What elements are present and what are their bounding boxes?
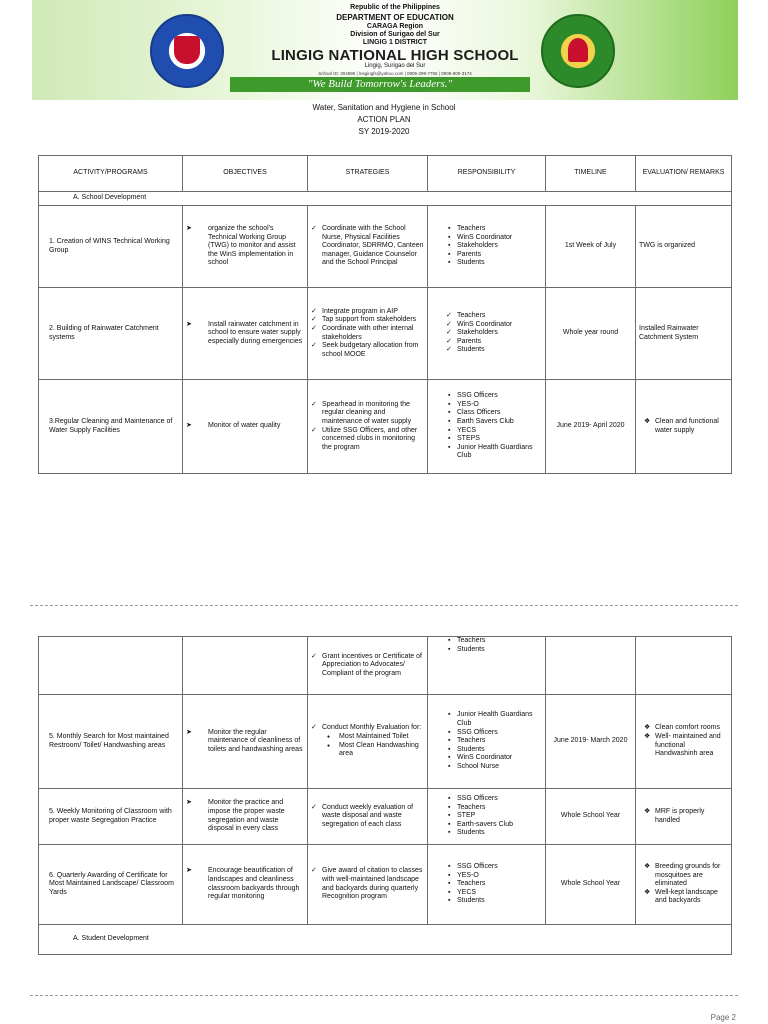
responsibility-item: ✓ Stakeholders: [446, 329, 542, 338]
responsibility-cell: [428, 845, 546, 925]
table-row: [39, 380, 732, 474]
activity-cell: 6. Quarterly Awarding of Certificate for Most Maintained Landscape/ Classroom Yards: [39, 845, 183, 925]
header-contact: School ID: 304895 | lnsgingfs@yahoo.com | 0905-299-7755 | 0909-000-3174: [318, 71, 472, 76]
responsibility-item: ▪ Teachers: [446, 225, 542, 234]
responsibility-item: ▪ Students: [446, 646, 542, 655]
responsibility-item: ▪ SSG Officers: [446, 863, 542, 872]
responsibility-item: ▪ STEPS: [446, 435, 542, 444]
doc-subtitle: ACTION PLAN: [357, 115, 411, 124]
evaluation-cell: [636, 637, 732, 695]
page-number: Page 2: [710, 1013, 736, 1022]
table-header-row: [39, 156, 732, 192]
page-break-line: [30, 995, 738, 996]
responsibility-cell: [428, 206, 546, 288]
timeline-cell: Whole School Year: [546, 789, 636, 845]
strategies-cell: [308, 380, 428, 474]
evaluation-item: ❖ Well- maintained and functional Handwashinh area: [644, 733, 728, 759]
responsibility-item: ▪ YECS: [446, 889, 542, 898]
responsibility-item: ▪ School Nurse: [446, 763, 542, 772]
strategy-item: ✓ Spearhead in monitoring the regular cleaning and maintenance of water supply: [311, 401, 424, 427]
evaluation-cell: [636, 695, 732, 789]
objectives-cell: [183, 695, 308, 789]
section-row: [39, 192, 732, 206]
strategy-subitem: ● Most Clean Handwashing area: [327, 742, 424, 759]
strategies-cell: [308, 637, 428, 695]
responsibility-item: ▪ Earth-savers Club: [446, 821, 542, 830]
responsibility-cell: [428, 695, 546, 789]
responsibility-item: ▪ STEP: [446, 812, 542, 821]
responsibility-cell: [428, 637, 546, 695]
objectives-cell: [183, 288, 308, 380]
strategy-item: ✓ Conduct weekly evaluation of waste disposal and waste segregation of each class: [311, 804, 424, 830]
activity-cell: 1. Creation of WINS Technical Working Group: [39, 206, 183, 288]
activity-cell: 5. Weekly Monitoring of Classroom with proper waste Segregation Practice: [39, 789, 183, 845]
timeline-cell: June 2019- April 2020: [546, 380, 636, 474]
responsibility-item: ▪ SSG Officers: [446, 392, 542, 401]
section-school-development: A. School Development: [39, 192, 732, 206]
col-header-evaluation: EVALUATION/ REMARKS: [636, 156, 732, 192]
section-row: [39, 925, 732, 955]
responsibility-cell: [428, 288, 546, 380]
objectives-cell: [183, 845, 308, 925]
responsibility-item: ▪ Earth Savers Club: [446, 418, 542, 427]
table-row: [39, 789, 732, 845]
objectives-cell: [183, 380, 308, 474]
action-plan-table-continued: [38, 636, 732, 955]
responsibility-item: ▪ WinS Coordinator: [446, 754, 542, 763]
strategies-cell: [308, 845, 428, 925]
header-address: Lingig, Surigao del Sur: [364, 63, 426, 69]
activity-cell: 2. Building of Rainwater Catchment systems: [39, 288, 183, 380]
responsibility-item: ▪ Stakeholders: [446, 242, 542, 251]
header-republic: Republic of the Philippines: [350, 4, 440, 11]
strategy-item: ✓ Conduct Monthly Evaluation for:: [311, 724, 424, 733]
evaluation-cell: Installed Rainwater Catchment System: [636, 288, 732, 380]
strategy-subitem: ● Most Maintained Toilet: [327, 733, 424, 742]
responsibility-item: ▪ Students: [446, 746, 542, 755]
responsibility-item: ▪ WinS Coordinator: [446, 234, 542, 243]
strategy-item: ✓ Coordinate with the School Nurse, Physical Facilities Coordinator, SDRRMO, Canteen manager, Guidance Counselor and the School Principal: [311, 225, 424, 268]
activity-cell: 5. Monthly Search for Most maintained Restroom/ Toilet/ Handwashing areas: [39, 695, 183, 789]
strategy-item: ✓ Integrate program in AIP: [311, 308, 424, 317]
evaluation-cell: TWG is organized: [636, 206, 732, 288]
col-header-timeline: TIMELINE: [546, 156, 636, 192]
responsibility-item: ▪ Class Officers: [446, 409, 542, 418]
header-division: Division of Surigao del Sur: [350, 31, 440, 38]
responsibility-item: ▪ Teachers: [446, 637, 542, 646]
strategies-cell: [308, 206, 428, 288]
responsibility-item: ✓ Students: [446, 346, 542, 355]
strategy-item: ✓ Grant incentives or Certificate of Appreciation to Advocates/ Compliant of the program: [311, 653, 424, 679]
responsibility-item: ▪ Students: [446, 897, 542, 906]
responsibility-item: ▪ Junior Health Guardians Club: [446, 444, 542, 461]
col-header-responsibility: RESPONSIBILITY: [428, 156, 546, 192]
table-row: [39, 206, 732, 288]
header-motto: "We Build Tomorrow's Leaders.": [307, 78, 453, 90]
responsibility-item: ✓ Teachers: [446, 312, 542, 321]
objective-item: ➤ Install rainwater catchment in school to ensure water supply especially during emergencies: [186, 321, 304, 347]
objectives-cell: [183, 789, 308, 845]
evaluation-item: ❖ Clean and functional water supply: [644, 418, 728, 435]
header-department: DEPARTMENT OF EDUCATION: [336, 13, 454, 22]
col-header-strategies: STRATEGIES: [308, 156, 428, 192]
timeline-cell: Whole School Year: [546, 845, 636, 925]
strategies-cell: [308, 789, 428, 845]
strategy-item: ✓ Tap support from stakeholders: [311, 316, 424, 325]
timeline-cell: [546, 637, 636, 695]
objective-item: ➤ Encourage beautification of landscapes and cleanliness classroom backyards through regular monitoring: [186, 867, 304, 901]
strategies-cell: [308, 695, 428, 789]
responsibility-item: ▪ SSG Officers: [446, 729, 542, 738]
responsibility-item: ✓ WinS Coordinator: [446, 321, 542, 330]
responsibility-item: ▪ Parents: [446, 251, 542, 260]
evaluation-item: ❖ Clean comfort rooms: [644, 724, 728, 733]
responsibility-item: ▪ Students: [446, 829, 542, 838]
doc-title: Water, Sanitation and Hygiene in School: [312, 103, 456, 112]
objective-item: ➤ organize the school's Technical Working Group (TWG) to monitor and assist the WinS implementation in school: [186, 225, 304, 268]
evaluation-item: ❖ Well-kept landscape and backyards: [644, 889, 728, 906]
evaluation-item: ❖ MRF is properly handled: [644, 808, 728, 825]
responsibility-item: ▪ Teachers: [446, 804, 542, 813]
evaluation-cell: [636, 380, 732, 474]
responsibility-item: ▪ YES-O: [446, 872, 542, 881]
responsibility-item: ▪ Students: [446, 259, 542, 268]
table-row: [39, 637, 732, 695]
responsibility-cell: [428, 380, 546, 474]
timeline-cell: Whole year round: [546, 288, 636, 380]
table-row: [39, 695, 732, 789]
objectives-cell: [183, 206, 308, 288]
table-row: [39, 288, 732, 380]
header-district: LINGIG 1 DISTRICT: [362, 39, 428, 46]
timeline-cell: June 2019- March 2020: [546, 695, 636, 789]
activity-cell: 3.Regular Cleaning and Maintenance of Water Supply Facilities: [39, 380, 183, 474]
header-school-name: LINGIG NATIONAL HIGH SCHOOL: [271, 47, 519, 64]
responsibility-item: ▪ Junior Health Guardians Club: [446, 711, 542, 728]
responsibility-cell: [428, 789, 546, 845]
school-seal-icon: [541, 14, 615, 88]
objective-item: ➤ Monitor the regular maintenance of cleanliness of toilets and handwashing areas: [186, 729, 304, 755]
responsibility-item: ▪ Teachers: [446, 880, 542, 889]
responsibility-item: ▪ Teachers: [446, 737, 542, 746]
strategy-item: ✓ Utilize SSG Officers, and other concerned clubs in monitoring the program: [311, 427, 424, 453]
page-break-line: [30, 605, 738, 606]
timeline-cell: 1st Week of July: [546, 206, 636, 288]
col-header-objectives: OBJECTIVES: [183, 156, 308, 192]
header-region: CARAGA Region: [366, 23, 424, 30]
objectives-cell: [183, 637, 308, 695]
action-plan-table: [38, 155, 732, 474]
strategy-item: ✓ Seek budgetary allocation from school MOOE: [311, 342, 424, 359]
responsibility-item: ▪ YECS: [446, 427, 542, 436]
responsibility-item: ✓ Parents: [446, 338, 542, 347]
evaluation-cell: [636, 845, 732, 925]
doc-school-year: SY 2019-2020: [358, 127, 410, 136]
responsibility-item: ▪ SSG Officers: [446, 795, 542, 804]
section-student-development: A. Student Development: [39, 925, 732, 955]
strategies-cell: [308, 288, 428, 380]
activity-cell: [39, 637, 183, 695]
col-header-activity: ACTIVITY/PROGRAMS: [39, 156, 183, 192]
strategy-item: ✓ Give award of citation to classes with well-maintained landscape and backyards during quarterly Recognition program: [311, 867, 424, 901]
evaluation-item: ❖ Breeding grounds for mosquitoes are eliminated: [644, 863, 728, 889]
evaluation-cell: [636, 789, 732, 845]
deped-seal-icon: [150, 14, 224, 88]
objective-item: ➤ Monitor of water quality: [186, 422, 304, 431]
objective-item: ➤ Monitor the practice and impose the proper waste segregation and waste disposal in every class: [186, 799, 304, 833]
table-row: [39, 845, 732, 925]
strategy-item: ✓ Coordinate with other internal stakeholders: [311, 325, 424, 342]
responsibility-item: ▪ YES-O: [446, 401, 542, 410]
